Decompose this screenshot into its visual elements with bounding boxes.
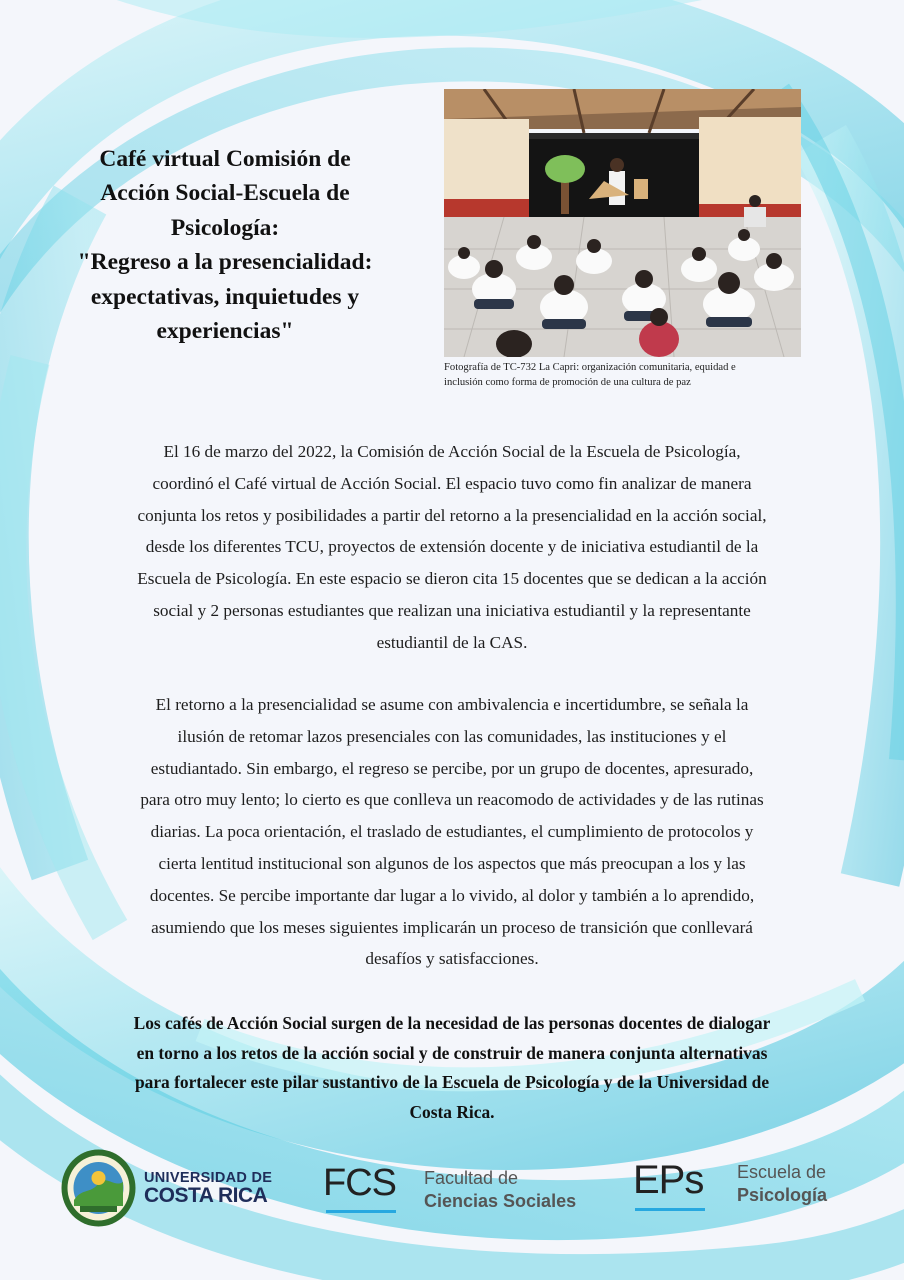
caption-line: Fotografía de TC-732 La Capri: organización comunitaria, equidad e [444,362,736,373]
text-line: asumiendo que los meses siguientes implicarán un proceso de transición que conllevará [151,917,753,937]
text-line: social y 2 personas estudiantes que realizan una iniciativa estudiantil y la representante [153,600,751,620]
paragraph-conclusion [54,1009,850,1127]
photo-figure [444,89,802,390]
fcs-line: Facultad de [424,1168,519,1188]
caption-line: inclusión como forma de promoción de una cultura de paz [444,377,691,388]
text-line: diarias. La poca orientación, el traslado de estudiantes, el cumplimiento de protocolos y [150,822,754,842]
text-line: Escuela de Psicología. En este espacio se dieron cita 15 docentes que se dedican a la acción [137,569,767,589]
text-line: docentes. Se percibe importante dar lugar a lo vivido, al dolor y también a lo aprendido, [149,885,755,905]
paragraph-return [54,689,850,975]
text-line: conjunta los retos y posibilidades a partir del retorno a la presencialidad en la acción social, [137,505,767,525]
photo-caption [444,360,802,390]
eps-wordmark [737,1162,827,1206]
title-line: Psicología: [170,214,280,241]
title-line: "Regreso a la presencialidad: [77,249,373,276]
text-line: El 16 de marzo del 2022, la Comisión de Acción Social de la Escuela de Psicología, [163,442,741,461]
eps-logo-mark: EPs [633,1158,704,1202]
text-line: para otro muy lento; lo cierto es que conlleva un reacomodo de actividades y de las rutinas [140,790,764,810]
fcs-underline [326,1210,396,1213]
classroom-photo [444,89,801,357]
ucr-line: COSTA RICA [144,1184,268,1207]
logo-bar [0,1140,904,1240]
fcs-wordmark [424,1168,576,1212]
ucr-wordmark [144,1170,272,1208]
eps-underline [635,1208,705,1211]
text-line: ilusión de retomar lazos presenciales con las comunidades, las instituciones y el [177,726,727,746]
eps-line: Escuela de [737,1162,827,1182]
title-line: expectativas, inquietudes y [90,283,360,310]
title-line: Café virtual Comisión de [99,145,351,172]
text-line: estudiantil de la CAS. [376,632,528,652]
ucr-seal-icon [60,1148,137,1228]
page-title [40,142,410,349]
text-line: cierta lentitud institucional son algunos de los aspectos que más preocupan a los y las [158,853,746,873]
text-line: Los cafés de Acción Social surgen de la necesidad de las personas docentes de dialogar [133,1013,771,1033]
text-line: Costa Rica. [409,1101,495,1122]
paragraph-intro [54,436,850,659]
ucr-line: UNIVERSIDAD DE [144,1170,273,1186]
text-line: estudiantado. Sin embargo, el regreso se percibe, por un grupo de docentes, apresurado, [150,758,754,778]
fcs-line: Ciencias Sociales [424,1191,577,1211]
text-line: para fortalecer este pilar sustantivo de la Escuela de Psicología y de la Universidad de [134,1072,770,1092]
title-line: Acción Social-Escuela de [100,180,350,207]
text-line: desafíos y satisfacciones. [365,949,539,969]
eps-line: Psicología [737,1185,828,1205]
fcs-logo-mark: FCS [323,1162,396,1204]
title-line: experiencias" [156,318,294,345]
text-line: coordinó el Café virtual de Acción Social. El espacio tuvo como fin analizar de manera [152,473,752,493]
text-line: El retorno a la presencialidad se asume con ambivalencia e incertidumbre, se señala la [155,695,749,714]
text-line: desde los diferentes TCU, proyectos de extensión docente y de iniciativa estudiantil de la [145,537,759,557]
text-line: en torno a los retos de la acción social y de construir de manera conjunta alternativas [136,1042,768,1063]
